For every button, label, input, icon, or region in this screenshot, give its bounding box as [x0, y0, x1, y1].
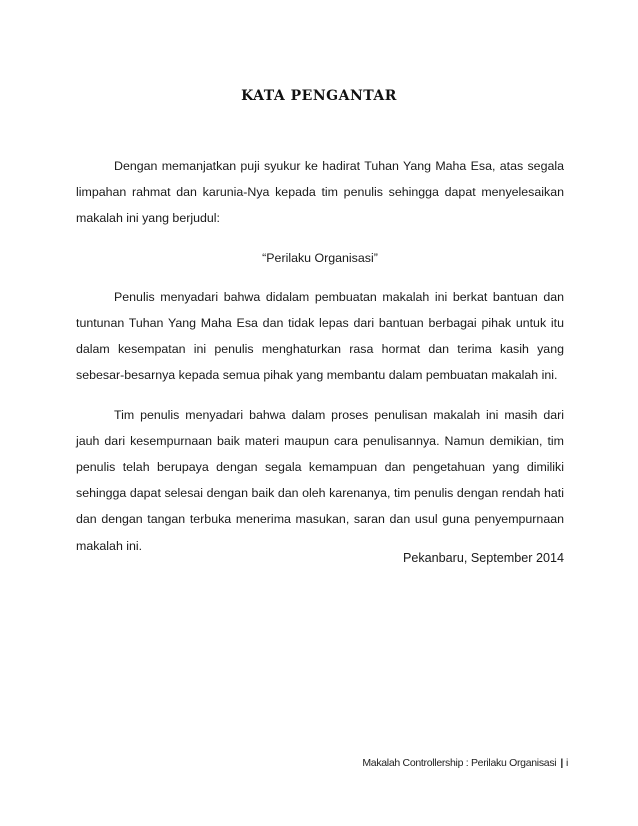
quoted-title: “Perilaku Organisasi” [262, 250, 378, 265]
page-number: i [565, 757, 568, 769]
document-body [76, 153, 564, 559]
place-date-signoff: Pekanbaru, September 2014 [402, 551, 564, 565]
paragraph-intro: Dengan memanjatkan puji syukur ke hadirat Tuhan Yang Maha Esa, atas segala limpahan rahmat dan karunia-Nya kepada tim penulis sehingga dapat menyelesaikan makalah ini yang berjudul: [76, 159, 564, 226]
footer-text: Makalah Controllership : Perilaku Organisasi [362, 757, 557, 769]
page-title: KATA PENGANTAR [241, 88, 397, 104]
page-footer [76, 757, 568, 769]
paragraph-closing: Tim penulis menyadari bahwa dalam proses penulisan makalah ini masih dari jauh dari kesempurnaan baik materi maupun cara penulisannya. Namun demikian, tim penulis telah berupaya dengan segala kemampuan dan pengetahuan yang dimiliki sehingga dapat selesai dengan baik dan oleh karenanya, tim penulis dengan rendah hati dan dengan tangan terbuka menerima masukan, saran dan usul guna penyempurnaan makalah ini. [76, 407, 564, 553]
footer-separator: | [560, 757, 563, 769]
paragraph-acknowledgement: Penulis menyadari bahwa didalam pembuatan makalah ini berkat bantuan dan tuntunan Tuhan Yang Maha Esa dan tidak lepas dari bantuan berbagai pihak untuk itu dalam kesempatan ini penulis menghaturkan rasa hormat dan terima kasih yang sebesar-besarnya kepada semua pihak yang membantu dalam pembuatan makalah ini. [76, 289, 564, 383]
